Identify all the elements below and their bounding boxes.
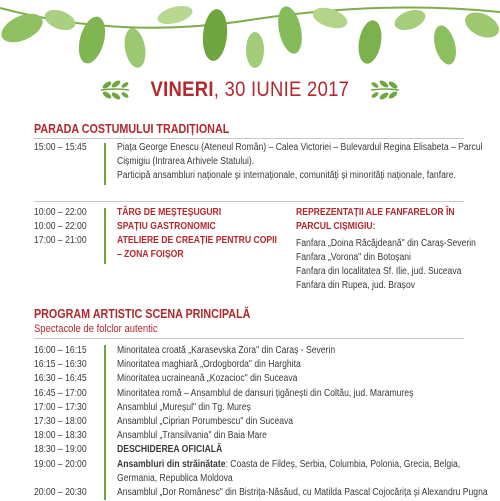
activity-name-4: – ZONA FOIȘOR [117,249,184,260]
program-row [0,388,500,402]
program-row-desc: DESCHIDEREA OFICIALĂ [117,444,223,456]
program-row-desc: Ansamblul „Ciprian Porumbescu" din Suceava [117,416,294,427]
program-row-text: : Coasta de Fildeș, Serbia, Columbia, Polonia, Grecia, Belgia, [225,458,461,470]
activities-bar [104,208,106,264]
fanfare-item-2: Fanfara „Vorona" din Botoșani [296,252,411,263]
activities-divider [34,201,464,202]
program-row-time: 16:30 – 16:45 [34,373,87,385]
left-sprig-icon [99,77,131,103]
program-row [0,430,500,444]
activity-name-1: TÂRG DE MEȘTEȘUGURI [117,207,222,218]
parada-divider [34,138,464,139]
program-divider [34,338,464,339]
program-row [0,359,500,373]
fanfare-item-4: Fanfara din Rupea, jud. Brașov [296,280,416,291]
program-row [0,345,500,359]
program-row [0,473,500,487]
right-sprig-icon [369,77,401,103]
program-row-time: 16:15 – 16:30 [34,359,87,371]
date-title: VINERI, 30 IUNIE 2017 [150,78,350,101]
program-row [0,459,500,473]
fanfare-title-line2: PARCUL CIȘMIGIU: [296,221,376,232]
program-row [0,444,500,458]
program-row-time: 19:00 – 20:00 [34,458,87,470]
parada-route-line2: Cișmigiu (Intrarea Arhivele Statului). [117,156,255,167]
program-row-time: 16:00 – 16:15 [34,345,87,356]
parada-participants: Participă ansambluri naționale și internaționale, comunități și minorități naționale, fanfare. [117,170,456,181]
program-row-time: 17:00 – 17:30 [34,401,87,413]
date-heading [0,74,500,106]
parada-bar [104,143,106,185]
program-row-desc: Minoritatea romă – Ansamblul de dansuri țigănești din Coltău, jud. Maramureș [117,387,414,399]
fanfare-title-line1: REPREZENTAȚII ALE FANFARELOR ÎN [296,207,455,218]
program-row-desc: Minoritatea maghiară „Ordogborda" din Harghita [117,359,301,371]
program-row-time: 18:30 – 19:00 [34,444,87,456]
activity-time-1: 10:00 – 22:00 [34,207,87,218]
parada-time: 15:00 – 15:45 [34,142,87,153]
parada-route-line1: Piața George Enescu (Ateneul Român) – Calea Victoriei – Bulevardul Regina Elisabeta – Parcul [117,142,483,153]
program-row-desc: Ansamblul „Transilvania" din Baia Mare [117,430,267,442]
leaf-garland-decoration [0,0,500,75]
activity-name-2: SPAȚIU GASTRONOMIC [117,221,216,232]
program-row [0,487,500,501]
parada-title: PARADA COSTUMULUI TRADIȚIONAL [34,122,230,136]
program-row-time: 17:30 – 18:00 [34,416,87,427]
activity-time-2: 10:00 – 22:00 [34,221,87,232]
program-row-desc: Ansamblul „Dor Românesc" din Bistrița-Năsăud, cu Matilda Pascal Cojocărița și Alexandru Pugna [117,487,488,498]
program-row-desc [117,459,460,470]
activity-name-3: ATELIERE DE CREAȚIE PENTRU COPII [117,235,277,246]
fanfare-item-1: Fanfara „Doina Răcăjdeană" din Caraș-Severin [296,238,476,249]
program-row-desc: Ansamblul „Mureșul" din Tg. Mureș [117,401,251,413]
program-row-desc: Minoritatea ucraineană „Kozacioc" din Suceava [117,373,298,385]
program-title: PROGRAM ARTISTIC SCENA PRINCIPALĂ [34,307,251,321]
program-row-label: Ansambluri din străinătate [117,458,226,470]
fanfare-item-3: Fanfara din localitatea Sf. Ilie, jud. Suceava [296,266,462,277]
program-subtitle: Spectacole de folclor autentic [34,323,158,335]
program-row [0,373,500,387]
program-row-time: 16:45 – 17:00 [34,387,87,399]
program-row-time: 20:00 – 20:30 [34,487,87,498]
program-row [0,402,500,416]
program-row-desc: Minoritatea croată „Karasevska Zora" din Caraș - Severin [117,345,336,356]
program-row-desc: Germania, Republica Moldova [117,472,233,484]
program-row [0,416,500,430]
program-row-time: 18:00 – 18:30 [34,430,87,442]
activity-time-3: 17:00 – 21:00 [34,235,87,246]
